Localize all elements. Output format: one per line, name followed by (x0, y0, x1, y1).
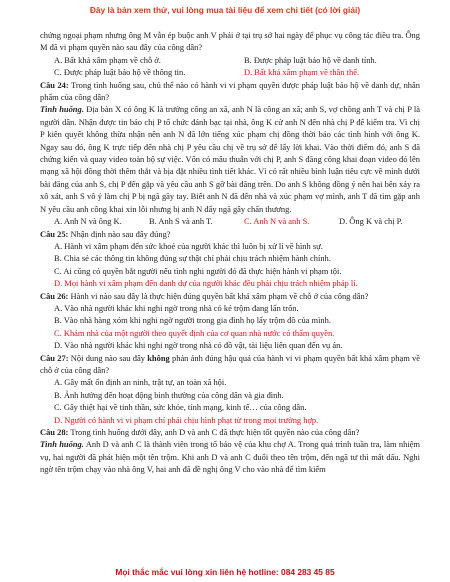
question-label: Câu 27: (40, 352, 69, 363)
option-d-answer: D. Người có hành vi vi phạm chỉ phải chịu hình phạt từ trong mọi trường hợp. (54, 414, 319, 425)
question-label: Câu 25: (40, 228, 69, 239)
question-28 (40, 426, 420, 438)
option-c: C. Được pháp luật bảo hộ về thông tin. (54, 67, 186, 78)
option-b: B. Được pháp luật bảo hộ về danh tính. (244, 54, 377, 65)
option-a: A. Hành vi xâm phạm đến sức khoẻ của người khác thì luôn bị xử lí về hình sự. (54, 240, 323, 251)
option-d-answer: D. Mọi hành vi xâm phạm đến danh dự của người khác đều phải chịu trách nhiệm pháp lí. (54, 278, 358, 289)
preview-banner: Đây là bản xem thử, vui lòng mua tài liệu để xem chi tiết (có lời giải) (89, 5, 361, 15)
option-a: A. Anh N và ông K. (54, 216, 122, 227)
question-26 (40, 290, 420, 302)
question-text: Hành vi nào sau đây là thực hiện đúng quyền bất khả xâm phạm về chỗ ở của công dân? (70, 290, 369, 301)
option-a: A. Bất khả xâm phạm về chỗ ở. (54, 54, 161, 65)
question-25 (40, 228, 420, 240)
question-text: Nhận định nào sau đây đúng? (70, 228, 171, 239)
option-b: B. Anh S và anh T. (149, 216, 213, 227)
question-text-after: phản ánh đúng hậu quả của hành vi vi phạm quyền bất khả xâm phạm về chỗ ở của công dân? (40, 352, 421, 375)
option-c-answer: C. Khám nhà của một người theo quyết định của cơ quan nhà nước có thẩm quyền. (54, 327, 335, 338)
question-text: Trong tình huống sau, chủ thể nào có hành vi vi phạm quyền được pháp luật bảo hộ về danh dự, nhân phẩm của công dân? (40, 79, 420, 103)
intro-options (40, 54, 420, 79)
option-a: A. Gây mất ổn định an ninh, trật tự, an toàn xã hội. (54, 377, 227, 388)
question-label: Câu 26: (40, 290, 69, 301)
document-body (40, 29, 420, 476)
intro-paragraph: chứng ngoại phạm nhưng ông M vẫn ép buộc anh V phải ở tại trụ sở hai ngày để phục vụ công tác điều tra. Ông M đã vi phạm quyền nào sau đây của công dân? (40, 30, 420, 53)
situation-label: Tình huống. (40, 439, 84, 450)
question-text-before: Nội dung nào sau đây (70, 352, 145, 363)
question-text: Trong tình huống dưới đây, anh D và anh C đã thực hiện tốt quyền nào của công dân? (70, 427, 360, 437)
q24-options (40, 215, 420, 227)
option-a: A. Vào nhà người khác khi nghi ngờ trong nhà có kẻ trộm đang lẩn trốn. (54, 302, 299, 313)
option-d: D. Ông K và chị P. (339, 216, 403, 227)
option-b: B. Chia sẻ các thông tin không đúng sự thật chỉ phải chịu trách nhiệm hành chính. (54, 253, 331, 264)
question-label: Câu 28: (40, 427, 69, 437)
option-b: B. Ảnh hưởng đến hoạt động bình thường của công dân và gia đình. (54, 389, 284, 400)
question-label: Câu 24: (40, 79, 69, 90)
question-27 (40, 352, 420, 377)
hotline-banner: Mọi thắc mắc vui lòng xin liên hệ hotline: 084 283 45 85 (115, 567, 335, 577)
question-24 (40, 79, 420, 104)
situation-text: Anh D và anh C là thành viên trong tổ bảo vệ của khu chợ A. Trong quá trình tuần tra, làm nhiệm vụ, hai người đã phát hiện một tên trộm. Khi anh D và anh C đuổi theo tên trộm, đến ngã tư thì mất dấu. Nghi ngờ tên trộm chạy vào nhà ông V, hai anh đã đề nghị ông V cho vào nhà để tìm kiếm (40, 439, 420, 475)
situation-paragraph (40, 438, 420, 475)
option-c-answer: C. Anh N và anh S. (244, 216, 310, 227)
situation-text: Địa bàn X có ông K là trưởng công an xã, anh N là công an xã; anh S, vợ chồng anh T và chị P là người dân. Nhận được tin báo chị P tổ chức đánh bạc tại nhà, ông K cử anh N đến nhà chị P để kiểm tra. Vì chị P kiên quyết không thừa nhận nên anh N đã lớn tiếng xúc phạm chị đồng thời bảo các tình hình với ông K. Ngay sau đó, ông K trực tiếp đến nhà chị P yêu cầu chị về trụ sở để lấy lời khai. Vào thời điểm đó, anh S đã chứng kiến và quay video toàn bộ sự việc. Vốn có mâu thuẫn với chị P, anh S đăng công khai đoạn video đó lên mạng xã hội đồng thời thêm thắt và bịa đặt nhiều tình tiết khác. Vì có rất nhiều bình luận tiêu cực về mình dưới bài đăng của anh S, chị P đến gặp và yêu cầu anh S gỡ bài đăng trên. Do anh S không đồng ý nên hai bên xảy ra xô xát, anh S vô ý làm chị P bị ngã gãy tay. Biết anh N đã đến nhà và xúc phạm vợ mình, anh T đã tìm gặp anh N yêu cầu anh công khai xin lỗi nhưng bị anh N đẩy ngã gây chấn thương. (40, 104, 421, 214)
option-d: D. Vào nhà người khác khi nghi ngờ trong nhà có đồ vật, tài liệu liên quan đến vụ án. (54, 340, 343, 351)
situation-paragraph (40, 103, 420, 215)
situation-label: Tình huống. (40, 104, 84, 115)
option-b: B. Vào nhà hàng xóm khi nghi ngờ người trong gia đình họ lấy trộm đồ của mình. (54, 315, 331, 326)
option-d-answer: D. Bất khả xâm phạm về thân thể. (244, 67, 360, 78)
option-c: C. Gây thiệt hại về tinh thần, sức khỏe, tính mạng, kinh tế… của công dân. (54, 402, 307, 413)
question-emphasis: không (147, 352, 170, 363)
option-c: C. Ai cũng có quyền bắt người nếu tình nghi người đó đã thực hiện hành vi phạm tội. (54, 265, 342, 276)
